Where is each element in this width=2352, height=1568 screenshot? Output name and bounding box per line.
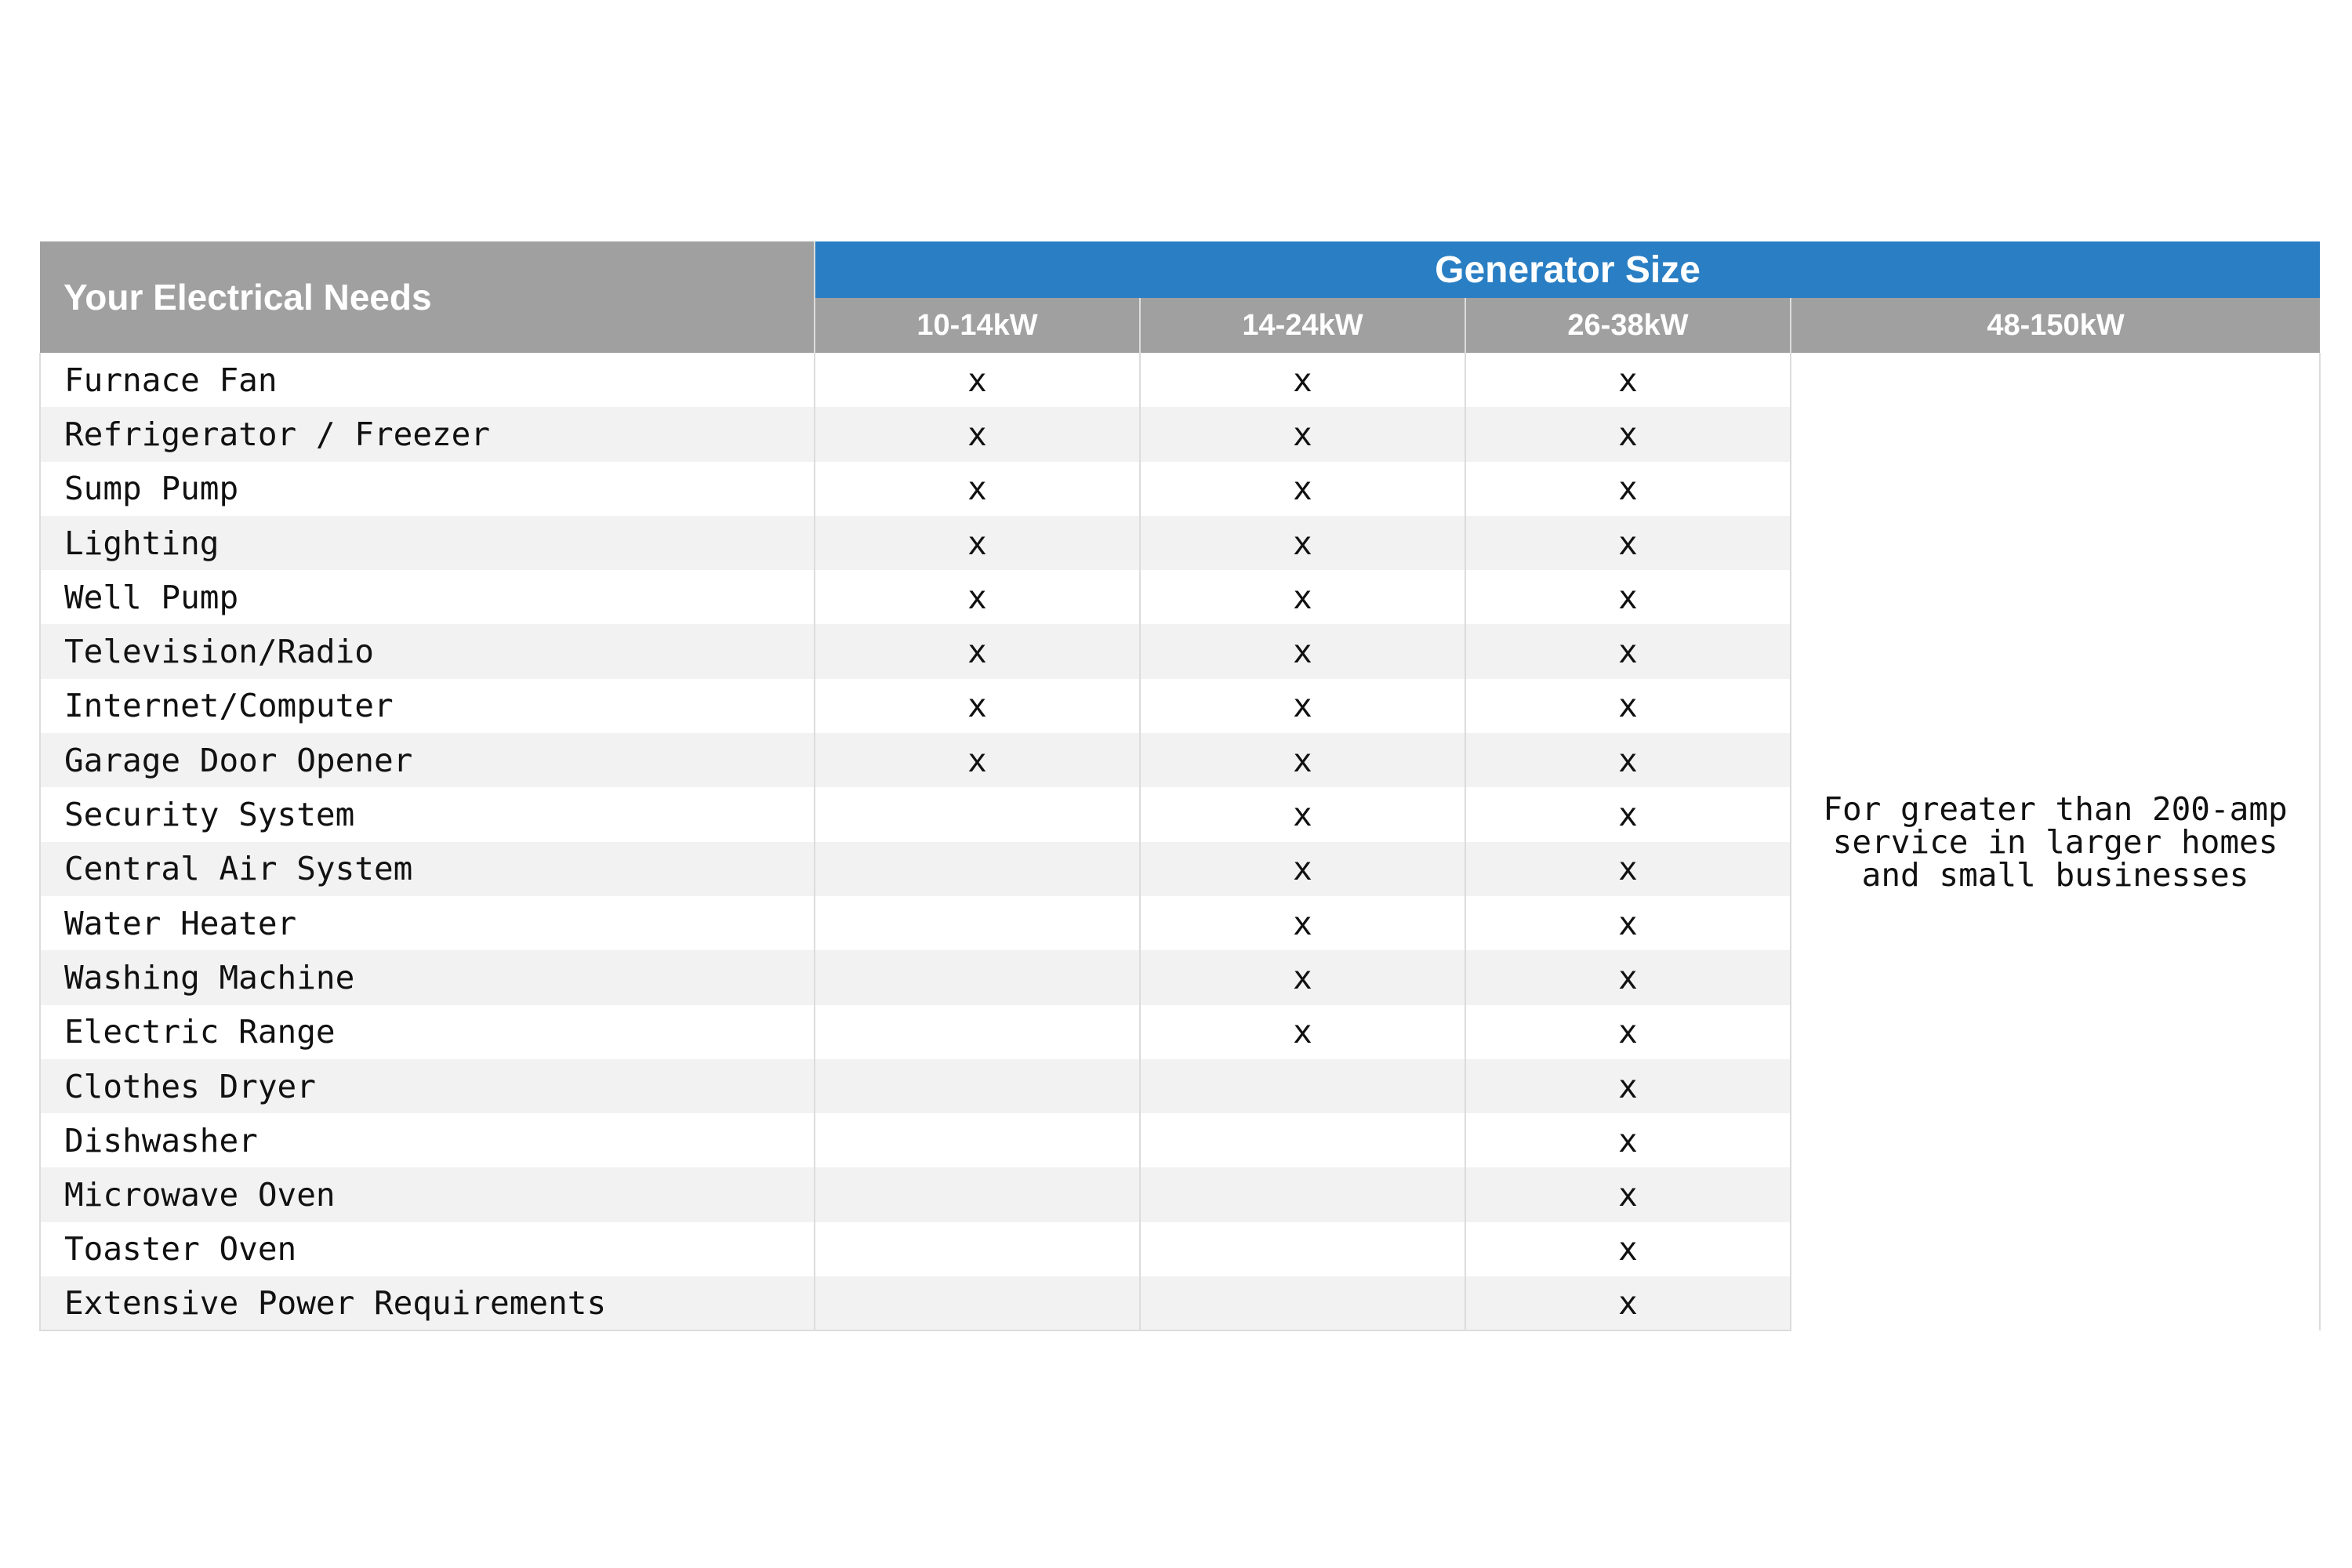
- electrical-need-cell: Refrigerator / Freezer: [40, 407, 815, 461]
- size-mark-cell-1: [815, 1222, 1140, 1276]
- size-mark-cell-2: x: [1140, 624, 1465, 678]
- electrical-need-cell: Extensive Power Requirements: [40, 1276, 815, 1330]
- generator-size-table: [39, 241, 2321, 1331]
- size-mark-cell-3: x: [1465, 407, 1791, 461]
- electrical-needs-header: Your Electrical Needs: [40, 241, 815, 353]
- size-mark-cell-2: [1140, 1167, 1465, 1221]
- size-mark-cell-3: x: [1465, 1005, 1791, 1059]
- size-mark-cell-2: x: [1140, 516, 1465, 570]
- size-mark-cell-3: x: [1465, 1167, 1791, 1221]
- electrical-need-cell: Toaster Oven: [40, 1222, 815, 1276]
- electrical-need-cell: Sump Pump: [40, 462, 815, 516]
- large-generator-note: For greater than 200-amp service in larger homes and small businesses: [1791, 353, 2320, 1330]
- electrical-need-cell: Furnace Fan: [40, 353, 815, 407]
- size-mark-cell-2: x: [1140, 787, 1465, 841]
- size-mark-cell-2: x: [1140, 462, 1465, 516]
- electrical-need-cell: Garage Door Opener: [40, 733, 815, 787]
- electrical-need-cell: Microwave Oven: [40, 1167, 815, 1221]
- size-mark-cell-3: x: [1465, 842, 1791, 896]
- electrical-need-cell: Television/Radio: [40, 624, 815, 678]
- electrical-need-cell: Security System: [40, 787, 815, 841]
- table-header: [40, 241, 2320, 353]
- electrical-need-cell: Clothes Dryer: [40, 1059, 815, 1113]
- size-mark-cell-1: x: [815, 733, 1140, 787]
- electrical-need-cell: Washing Machine: [40, 950, 815, 1004]
- table-body: [40, 353, 2320, 1330]
- size-mark-cell-1: [815, 787, 1140, 841]
- size-header-10-14kw: 10-14kW: [815, 298, 1140, 353]
- size-mark-cell-1: x: [815, 679, 1140, 733]
- size-header-14-24kw: 14-24kW: [1140, 298, 1465, 353]
- generator-size-header: Generator Size: [815, 241, 2320, 298]
- electrical-need-cell: Well Pump: [40, 570, 815, 624]
- size-mark-cell-1: [815, 1167, 1140, 1221]
- electrical-need-cell: Electric Range: [40, 1005, 815, 1059]
- electrical-need-cell: Internet/Computer: [40, 679, 815, 733]
- electrical-need-cell: Dishwasher: [40, 1113, 815, 1167]
- size-mark-cell-2: x: [1140, 353, 1465, 407]
- size-mark-cell-2: [1140, 1113, 1465, 1167]
- size-mark-cell-2: x: [1140, 842, 1465, 896]
- size-mark-cell-3: x: [1465, 950, 1791, 1004]
- size-mark-cell-1: [815, 1113, 1140, 1167]
- size-mark-cell-1: x: [815, 462, 1140, 516]
- table-row: [40, 353, 2320, 407]
- size-mark-cell-3: x: [1465, 624, 1791, 678]
- size-mark-cell-1: [815, 950, 1140, 1004]
- size-mark-cell-1: x: [815, 516, 1140, 570]
- size-mark-cell-1: [815, 842, 1140, 896]
- electrical-need-cell: Water Heater: [40, 896, 815, 950]
- size-mark-cell-1: x: [815, 624, 1140, 678]
- size-mark-cell-1: [815, 1005, 1140, 1059]
- size-mark-cell-2: x: [1140, 570, 1465, 624]
- size-mark-cell-1: [815, 1276, 1140, 1330]
- size-mark-cell-2: [1140, 1059, 1465, 1113]
- size-mark-cell-3: x: [1465, 516, 1791, 570]
- electrical-need-cell: Central Air System: [40, 842, 815, 896]
- size-mark-cell-3: x: [1465, 462, 1791, 516]
- size-mark-cell-3: x: [1465, 570, 1791, 624]
- size-mark-cell-2: x: [1140, 896, 1465, 950]
- size-mark-cell-1: x: [815, 353, 1140, 407]
- size-mark-cell-1: [815, 1059, 1140, 1113]
- size-mark-cell-1: x: [815, 570, 1140, 624]
- size-mark-cell-3: x: [1465, 896, 1791, 950]
- size-mark-cell-2: x: [1140, 950, 1465, 1004]
- size-mark-cell-3: x: [1465, 679, 1791, 733]
- size-mark-cell-3: x: [1465, 1059, 1791, 1113]
- size-mark-cell-3: x: [1465, 733, 1791, 787]
- size-mark-cell-3: x: [1465, 787, 1791, 841]
- size-mark-cell-2: x: [1140, 407, 1465, 461]
- size-mark-cell-1: [815, 896, 1140, 950]
- size-header-48-150kw: 48-150kW: [1791, 298, 2320, 353]
- size-header-26-38kw: 26-38kW: [1465, 298, 1791, 353]
- size-mark-cell-3: x: [1465, 353, 1791, 407]
- size-mark-cell-3: x: [1465, 1276, 1791, 1330]
- size-mark-cell-2: x: [1140, 1005, 1465, 1059]
- size-mark-cell-2: [1140, 1222, 1465, 1276]
- size-mark-cell-2: x: [1140, 679, 1465, 733]
- size-mark-cell-3: x: [1465, 1222, 1791, 1276]
- electrical-need-cell: Lighting: [40, 516, 815, 570]
- size-mark-cell-2: [1140, 1276, 1465, 1330]
- size-mark-cell-3: x: [1465, 1113, 1791, 1167]
- size-mark-cell-1: x: [815, 407, 1140, 461]
- size-mark-cell-2: x: [1140, 733, 1465, 787]
